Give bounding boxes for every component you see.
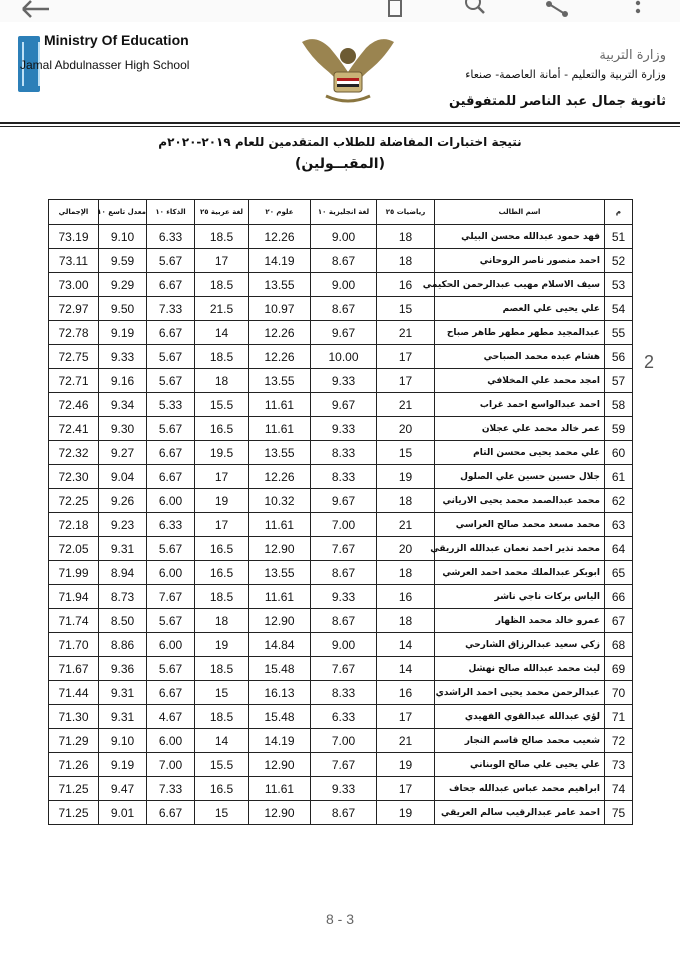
total-cell: 71.94 xyxy=(49,585,99,609)
total-cell: 72.46 xyxy=(49,393,99,417)
row-number-cell: 74 xyxy=(605,777,633,801)
english-cell: 9.33 xyxy=(311,417,377,441)
science-cell: 14.84 xyxy=(249,633,311,657)
science-cell: 12.26 xyxy=(249,345,311,369)
ministry-ar-title: وزارة التربية والتعليم - أمانة العاصمة- صنعاء xyxy=(465,68,666,81)
math-cell: 14 xyxy=(377,657,435,681)
math-cell: 19 xyxy=(377,801,435,825)
grade9-cell: 9.16 xyxy=(99,369,147,393)
math-cell: 21 xyxy=(377,393,435,417)
header-grade9: معدل تاسع ١٠ xyxy=(99,200,147,225)
table-row xyxy=(49,753,633,777)
table-row xyxy=(49,417,633,441)
table-row xyxy=(49,489,633,513)
science-cell: 13.55 xyxy=(249,561,311,585)
document-icon[interactable] xyxy=(380,0,410,22)
arabic-cell: 18.5 xyxy=(195,225,249,249)
row-number-cell: 55 xyxy=(605,321,633,345)
share-icon[interactable] xyxy=(538,0,578,22)
english-cell: 9.33 xyxy=(311,369,377,393)
table-row xyxy=(49,657,633,681)
iq-cell: 7.67 xyxy=(147,585,195,609)
arabic-cell: 18.5 xyxy=(195,705,249,729)
arabic-cell: 15 xyxy=(195,801,249,825)
student-name-cell: عبدالرحمن محمد يحيى احمد الراشدي xyxy=(435,681,605,705)
english-cell: 8.67 xyxy=(311,297,377,321)
row-number-cell: 53 xyxy=(605,273,633,297)
row-number-cell: 64 xyxy=(605,537,633,561)
iq-cell: 5.67 xyxy=(147,657,195,681)
science-cell: 12.90 xyxy=(249,801,311,825)
table-row xyxy=(49,273,633,297)
science-cell: 15.48 xyxy=(249,705,311,729)
math-cell: 15 xyxy=(377,297,435,321)
grade9-cell: 9.23 xyxy=(99,513,147,537)
total-cell: 71.26 xyxy=(49,753,99,777)
header-divider xyxy=(0,122,680,124)
iq-cell: 6.67 xyxy=(147,321,195,345)
table-row xyxy=(49,585,633,609)
table-row xyxy=(49,225,633,249)
grade9-cell: 8.86 xyxy=(99,633,147,657)
total-cell: 71.30 xyxy=(49,705,99,729)
english-cell: 7.00 xyxy=(311,729,377,753)
total-cell: 71.29 xyxy=(49,729,99,753)
row-number-cell: 67 xyxy=(605,609,633,633)
student-name-cell: سيف الاسلام مهيب عبدالرحمن الحكيمي xyxy=(435,273,605,297)
english-cell: 8.67 xyxy=(311,609,377,633)
math-cell: 18 xyxy=(377,609,435,633)
grade9-cell: 9.31 xyxy=(99,537,147,561)
science-cell: 14.19 xyxy=(249,249,311,273)
english-cell: 8.33 xyxy=(311,441,377,465)
iq-cell: 5.67 xyxy=(147,369,195,393)
student-name-cell: علي محمد يحيى محسن التام xyxy=(435,441,605,465)
total-cell: 73.19 xyxy=(49,225,99,249)
table-row xyxy=(49,633,633,657)
math-cell: 18 xyxy=(377,489,435,513)
iq-cell: 5.67 xyxy=(147,345,195,369)
row-number-cell: 59 xyxy=(605,417,633,441)
table-row xyxy=(49,777,633,801)
arabic-cell: 19.5 xyxy=(195,441,249,465)
iq-cell: 6.00 xyxy=(147,561,195,585)
science-cell: 13.55 xyxy=(249,369,311,393)
row-number-cell: 52 xyxy=(605,249,633,273)
row-number-cell: 63 xyxy=(605,513,633,537)
science-cell: 12.26 xyxy=(249,225,311,249)
table-row xyxy=(49,561,633,585)
arabic-cell: 19 xyxy=(195,489,249,513)
grade9-cell: 9.34 xyxy=(99,393,147,417)
grade9-cell: 9.33 xyxy=(99,345,147,369)
grade9-cell: 9.31 xyxy=(99,681,147,705)
row-number-cell: 62 xyxy=(605,489,633,513)
row-number-cell: 61 xyxy=(605,465,633,489)
student-name-cell: عبدالمجيد مطهر مطهر طاهر صباح xyxy=(435,321,605,345)
grade9-cell: 9.19 xyxy=(99,321,147,345)
header-english: لغة انجليزية ١٠ xyxy=(311,200,377,225)
arabic-cell: 17 xyxy=(195,513,249,537)
side-page-indicator: 2 xyxy=(644,352,655,372)
iq-cell: 5.33 xyxy=(147,393,195,417)
science-cell: 12.90 xyxy=(249,537,311,561)
arabic-cell: 18 xyxy=(195,369,249,393)
math-cell: 18 xyxy=(377,249,435,273)
arabic-cell: 17 xyxy=(195,249,249,273)
english-cell: 9.00 xyxy=(311,225,377,249)
science-cell: 11.61 xyxy=(249,777,311,801)
student-name-cell: شعيب محمد صالح قاسم النجار xyxy=(435,729,605,753)
row-number-cell: 71 xyxy=(605,705,633,729)
table-row xyxy=(49,441,633,465)
table-row xyxy=(49,609,633,633)
more-vert-icon[interactable] xyxy=(628,0,648,22)
table-row xyxy=(49,345,633,369)
arabic-cell: 18.5 xyxy=(195,345,249,369)
student-name-cell: ابراهيم محمد عباس عبدالله جحاف xyxy=(435,777,605,801)
iq-cell: 6.33 xyxy=(147,513,195,537)
student-name-cell: احمد عبدالواسع احمد غراب xyxy=(435,393,605,417)
iq-cell: 6.00 xyxy=(147,489,195,513)
search-icon[interactable] xyxy=(460,0,490,22)
science-cell: 14.19 xyxy=(249,729,311,753)
math-cell: 16 xyxy=(377,585,435,609)
total-cell: 71.25 xyxy=(49,801,99,825)
row-number-cell: 75 xyxy=(605,801,633,825)
student-name-cell: علي يحيى علي صالح الوبناني xyxy=(435,753,605,777)
student-name-cell: ليث محمد عبدالله صالح نهشل xyxy=(435,657,605,681)
arabic-cell: 18 xyxy=(195,609,249,633)
grade9-cell: 8.50 xyxy=(99,609,147,633)
math-cell: 19 xyxy=(377,753,435,777)
grade9-cell: 9.47 xyxy=(99,777,147,801)
grade9-cell: 9.10 xyxy=(99,729,147,753)
iq-cell: 5.67 xyxy=(147,249,195,273)
table-row xyxy=(49,321,633,345)
grade9-cell: 9.59 xyxy=(99,249,147,273)
student-name-cell: عمرو خالد محمد الظهار xyxy=(435,609,605,633)
row-number-cell: 58 xyxy=(605,393,633,417)
arabic-cell: 16.5 xyxy=(195,561,249,585)
iq-cell: 6.00 xyxy=(147,729,195,753)
grade9-cell: 9.01 xyxy=(99,801,147,825)
science-cell: 16.13 xyxy=(249,681,311,705)
grade9-cell: 9.27 xyxy=(99,441,147,465)
math-cell: 17 xyxy=(377,345,435,369)
math-cell: 20 xyxy=(377,417,435,441)
row-number-cell: 68 xyxy=(605,633,633,657)
english-cell: 9.33 xyxy=(311,777,377,801)
header-total: الإجمالي xyxy=(49,200,99,225)
grade9-cell: 9.50 xyxy=(99,297,147,321)
student-name-cell: فهد حمود عبدالله محسن البيلي xyxy=(435,225,605,249)
school-logo-block xyxy=(18,32,218,96)
math-cell: 15 xyxy=(377,441,435,465)
iq-cell: 6.67 xyxy=(147,441,195,465)
math-cell: 21 xyxy=(377,729,435,753)
math-cell: 17 xyxy=(377,369,435,393)
arabic-cell: 21.5 xyxy=(195,297,249,321)
table-header-row xyxy=(49,200,633,225)
student-name-cell: هشام عبده محمد الصباحي xyxy=(435,345,605,369)
student-name-cell: محمد عبدالصمد محمد يحيى الارياني xyxy=(435,489,605,513)
results-title: نتيجة اختبارات المفاضلة للطلاب المتقدمين للعام ٢٠١٩-٢٠٢٠م xyxy=(158,135,522,149)
math-cell: 20 xyxy=(377,537,435,561)
header-math: رياضيات ٢٥ xyxy=(377,200,435,225)
header-num: م xyxy=(605,200,633,225)
header-science: علوم ٢٠ xyxy=(249,200,311,225)
arabic-cell: 16.5 xyxy=(195,777,249,801)
english-cell: 8.67 xyxy=(311,249,377,273)
science-cell: 12.90 xyxy=(249,609,311,633)
grade9-cell: 9.36 xyxy=(99,657,147,681)
science-cell: 13.55 xyxy=(249,441,311,465)
english-cell: 9.67 xyxy=(311,393,377,417)
english-cell: 7.67 xyxy=(311,657,377,681)
table-row xyxy=(49,801,633,825)
english-cell: 9.67 xyxy=(311,321,377,345)
total-cell: 71.74 xyxy=(49,609,99,633)
english-cell: 6.33 xyxy=(311,705,377,729)
row-number-cell: 66 xyxy=(605,585,633,609)
total-cell: 72.05 xyxy=(49,537,99,561)
row-number-cell: 73 xyxy=(605,753,633,777)
grade9-cell: 9.04 xyxy=(99,465,147,489)
science-cell: 13.55 xyxy=(249,273,311,297)
arabic-cell: 18.5 xyxy=(195,273,249,297)
table-row xyxy=(49,465,633,489)
iq-cell: 6.67 xyxy=(147,801,195,825)
arabic-cell: 18.5 xyxy=(195,585,249,609)
student-name-cell: احمد منصور ناصر الروحاني xyxy=(435,249,605,273)
total-cell: 71.70 xyxy=(49,633,99,657)
grade9-cell: 9.26 xyxy=(99,489,147,513)
english-cell: 9.00 xyxy=(311,273,377,297)
student-name-cell: محمد مسعد محمد صالح العراسي xyxy=(435,513,605,537)
iq-cell: 7.00 xyxy=(147,753,195,777)
english-cell: 8.33 xyxy=(311,681,377,705)
science-cell: 11.61 xyxy=(249,417,311,441)
math-cell: 17 xyxy=(377,705,435,729)
grade9-cell: 8.73 xyxy=(99,585,147,609)
row-number-cell: 51 xyxy=(605,225,633,249)
science-cell: 15.48 xyxy=(249,657,311,681)
school-en-title: Jamal Abdulnasser High School xyxy=(20,58,190,72)
row-number-cell: 72 xyxy=(605,729,633,753)
science-cell: 11.61 xyxy=(249,393,311,417)
science-cell: 10.32 xyxy=(249,489,311,513)
english-cell: 9.67 xyxy=(311,489,377,513)
total-cell: 72.78 xyxy=(49,321,99,345)
english-cell: 9.33 xyxy=(311,585,377,609)
math-cell: 19 xyxy=(377,465,435,489)
row-number-cell: 56 xyxy=(605,345,633,369)
science-cell: 12.90 xyxy=(249,753,311,777)
math-cell: 21 xyxy=(377,513,435,537)
header-divider-thin xyxy=(0,126,680,127)
student-name-cell: ابوبكر عبدالملك محمد احمد العرشي xyxy=(435,561,605,585)
table-row xyxy=(49,537,633,561)
app-toolbar xyxy=(0,0,680,22)
ministry-ar-partial: وزارة التربية xyxy=(599,48,666,63)
page-number: 8 - 3 xyxy=(325,911,354,927)
total-cell: 72.97 xyxy=(49,297,99,321)
iq-cell: 6.67 xyxy=(147,273,195,297)
total-cell: 71.44 xyxy=(49,681,99,705)
math-cell: 21 xyxy=(377,321,435,345)
student-name-cell: عمر خالد محمد علي عجلان xyxy=(435,417,605,441)
science-cell: 11.61 xyxy=(249,585,311,609)
english-cell: 7.67 xyxy=(311,753,377,777)
iq-cell: 5.67 xyxy=(147,537,195,561)
grade9-cell: 8.94 xyxy=(99,561,147,585)
science-cell: 12.26 xyxy=(249,321,311,345)
english-cell: 8.67 xyxy=(311,801,377,825)
english-cell: 8.67 xyxy=(311,561,377,585)
total-cell: 72.41 xyxy=(49,417,99,441)
header-iq: الذكاء ١٠ xyxy=(147,200,195,225)
row-number-cell: 69 xyxy=(605,657,633,681)
arabic-cell: 19 xyxy=(195,633,249,657)
accepted-subtitle: (المقبــولين) xyxy=(295,156,385,172)
english-cell: 7.67 xyxy=(311,537,377,561)
table-row xyxy=(49,369,633,393)
table-row xyxy=(49,513,633,537)
total-cell: 72.75 xyxy=(49,345,99,369)
total-cell: 72.30 xyxy=(49,465,99,489)
row-number-cell: 65 xyxy=(605,561,633,585)
grade9-cell: 9.10 xyxy=(99,225,147,249)
school-ar-title: ثانوية جمال عبد الناصر للمتفوقين xyxy=(448,94,666,109)
iq-cell: 5.67 xyxy=(147,609,195,633)
total-cell: 72.18 xyxy=(49,513,99,537)
table-row xyxy=(49,297,633,321)
iq-cell: 7.33 xyxy=(147,777,195,801)
table-row xyxy=(49,393,633,417)
iq-cell: 6.67 xyxy=(147,681,195,705)
english-cell: 8.33 xyxy=(311,465,377,489)
arabic-cell: 17 xyxy=(195,465,249,489)
total-cell: 72.32 xyxy=(49,441,99,465)
arabic-cell: 18.5 xyxy=(195,657,249,681)
iq-cell: 6.00 xyxy=(147,633,195,657)
science-cell: 11.61 xyxy=(249,513,311,537)
total-cell: 72.71 xyxy=(49,369,99,393)
national-emblem-icon xyxy=(296,32,400,108)
iq-cell: 6.67 xyxy=(147,465,195,489)
arabic-cell: 15.5 xyxy=(195,393,249,417)
student-name-cell: احمد عامر عبدالرقيب سالم العريقي xyxy=(435,801,605,825)
student-name-cell: محمد نذير احمد نعمان عبدالله الزريقي xyxy=(435,537,605,561)
ministry-en-title: Ministry Of Education xyxy=(44,32,189,48)
arrow-left-icon[interactable] xyxy=(16,0,56,22)
iq-cell: 6.33 xyxy=(147,225,195,249)
math-cell: 18 xyxy=(377,561,435,585)
grade9-cell: 9.30 xyxy=(99,417,147,441)
student-name-cell: لؤي عبدالله عبدالقوي الفهيدي xyxy=(435,705,605,729)
science-cell: 10.97 xyxy=(249,297,311,321)
grade9-cell: 9.31 xyxy=(99,705,147,729)
arabic-cell: 16.5 xyxy=(195,537,249,561)
total-cell: 73.11 xyxy=(49,249,99,273)
arabic-cell: 16.5 xyxy=(195,417,249,441)
total-cell: 73.00 xyxy=(49,273,99,297)
row-number-cell: 70 xyxy=(605,681,633,705)
total-cell: 71.25 xyxy=(49,777,99,801)
iq-cell: 4.67 xyxy=(147,705,195,729)
table-row xyxy=(49,249,633,273)
math-cell: 16 xyxy=(377,273,435,297)
science-cell: 12.26 xyxy=(249,465,311,489)
total-cell: 71.99 xyxy=(49,561,99,585)
math-cell: 14 xyxy=(377,633,435,657)
english-cell: 10.00 xyxy=(311,345,377,369)
table-body xyxy=(49,225,633,825)
grade9-cell: 9.19 xyxy=(99,753,147,777)
header-arabic: لغة عربية ٢٥ xyxy=(195,200,249,225)
table-row xyxy=(49,705,633,729)
arabic-cell: 14 xyxy=(195,321,249,345)
arabic-cell: 14 xyxy=(195,729,249,753)
english-cell: 7.00 xyxy=(311,513,377,537)
total-cell: 72.25 xyxy=(49,489,99,513)
arabic-cell: 15 xyxy=(195,681,249,705)
row-number-cell: 57 xyxy=(605,369,633,393)
table-row xyxy=(49,681,633,705)
student-name-cell: علي يحيى علي العصم xyxy=(435,297,605,321)
student-name-cell: الياس بركات ناجي ناشر xyxy=(435,585,605,609)
arabic-cell: 15.5 xyxy=(195,753,249,777)
student-name-cell: جلال حسين حسين علي الصلول xyxy=(435,465,605,489)
iq-cell: 5.67 xyxy=(147,417,195,441)
student-name-cell: امجد محمد علي المخلافي xyxy=(435,369,605,393)
student-name-cell: زكي سعيد عبدالرزاق الشارحي xyxy=(435,633,605,657)
grade9-cell: 9.29 xyxy=(99,273,147,297)
math-cell: 17 xyxy=(377,777,435,801)
row-number-cell: 60 xyxy=(605,441,633,465)
row-number-cell: 54 xyxy=(605,297,633,321)
math-cell: 18 xyxy=(377,225,435,249)
english-cell: 9.00 xyxy=(311,633,377,657)
results-table xyxy=(48,199,633,825)
iq-cell: 7.33 xyxy=(147,297,195,321)
header-name: اسم الطالب xyxy=(435,200,605,225)
math-cell: 16 xyxy=(377,681,435,705)
total-cell: 71.67 xyxy=(49,657,99,681)
table-row xyxy=(49,729,633,753)
